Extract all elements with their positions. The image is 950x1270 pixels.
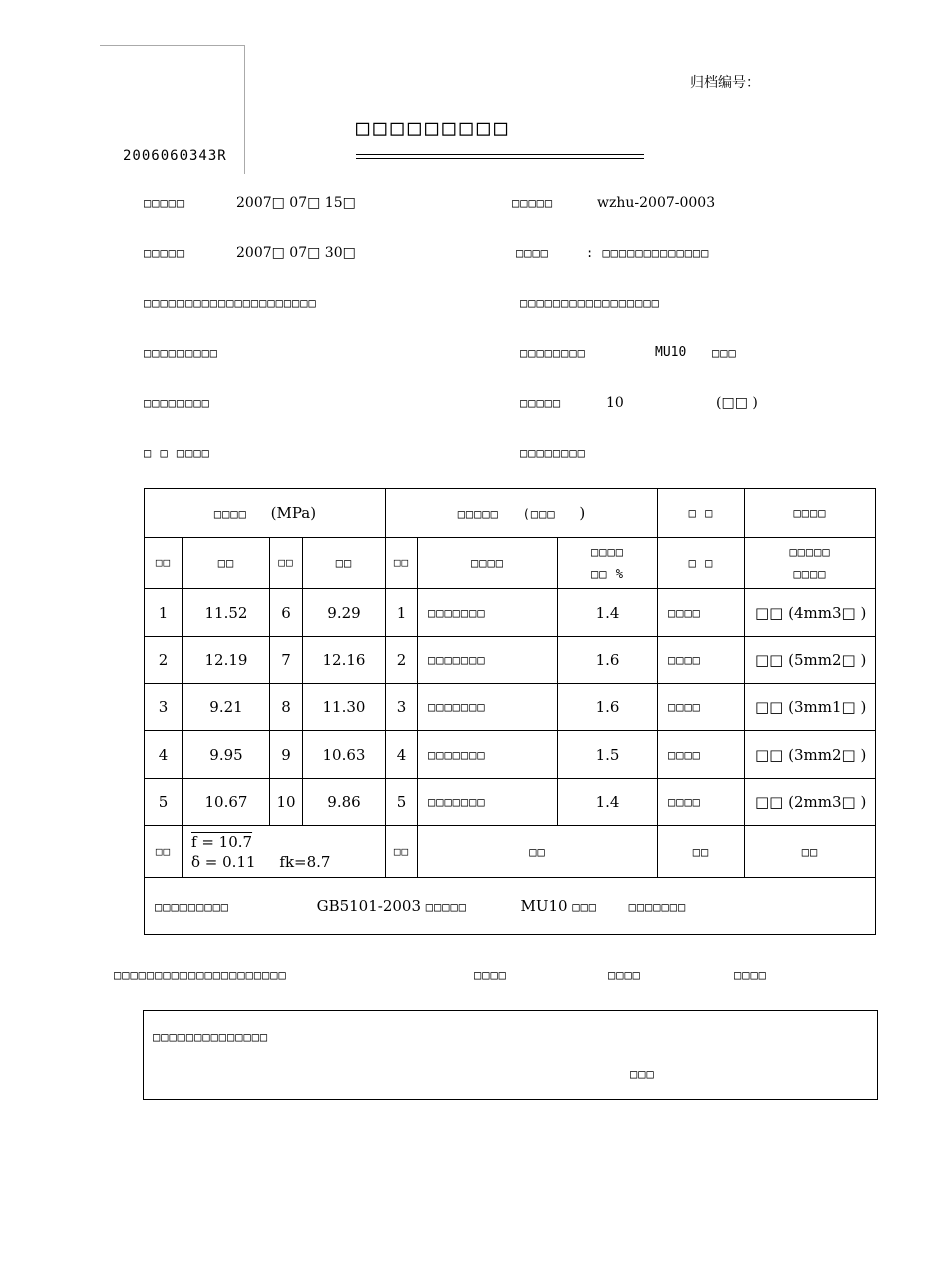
table-row bbox=[145, 637, 876, 684]
info-label-right: □□□□□□□□□□□□□□□□□ bbox=[520, 296, 660, 310]
info-label-left: □□□□□□□□□□□□□□□□□□□□□ bbox=[144, 296, 317, 310]
info-value-right: wzhu-2007-0003 bbox=[597, 195, 716, 211]
signature-statement: □□□□□□□□□□□□□□□□□□□□□ bbox=[114, 968, 287, 982]
report-number: 2006060343R bbox=[123, 148, 227, 164]
strength-value: 11.30 bbox=[303, 684, 386, 731]
statistics-values bbox=[183, 826, 386, 878]
info-value-left: 2007□ 07□ 30□ bbox=[236, 245, 356, 261]
info-label-right: □□□□ bbox=[516, 246, 549, 260]
info-value-left: 2007□ 07□ 15□ bbox=[236, 195, 356, 211]
sample-no: 1 bbox=[145, 589, 183, 637]
statistics-col3: □□ bbox=[658, 826, 745, 878]
efflorescence-rate: 1.6 bbox=[558, 637, 658, 684]
info-label-left: □□□□□ bbox=[144, 246, 186, 260]
subheader-no: □□ bbox=[270, 538, 303, 589]
subheader-no: □□ bbox=[386, 538, 418, 589]
sample-count-value: 10 bbox=[606, 395, 624, 411]
conclusion-row bbox=[145, 878, 876, 935]
strength-value: 12.16 bbox=[303, 637, 386, 684]
efflorescence-item: □□□□□□□ bbox=[418, 637, 558, 684]
efflorescence-item: □□□□□□□ bbox=[418, 779, 558, 826]
sample-count-unit: (□□ ) bbox=[716, 395, 758, 411]
strength-value: 9.29 bbox=[303, 589, 386, 637]
info-label-left: □□□□□□□□ bbox=[144, 396, 210, 410]
col4-value: □□ (3mm2□ ) bbox=[745, 731, 876, 779]
sample-no: 10 bbox=[270, 779, 303, 826]
sample-no: 4 bbox=[145, 731, 183, 779]
statistics-label: □□ bbox=[145, 826, 183, 878]
statistics-col4: □□ bbox=[745, 826, 876, 878]
header-col3: □ □ bbox=[658, 489, 745, 538]
statistics-item: □□ bbox=[418, 826, 658, 878]
signature-slot-1: □□□□ bbox=[474, 968, 507, 982]
sample-no: 6 bbox=[270, 589, 303, 637]
subheader-value: □□ bbox=[303, 538, 386, 589]
info-label-right: □□□□□ bbox=[520, 396, 562, 410]
delta-fk-line bbox=[191, 852, 385, 872]
strength-value: 9.86 bbox=[303, 779, 386, 826]
sample-no: 3 bbox=[145, 684, 183, 731]
signature-slot-2: □□□□ bbox=[608, 968, 641, 982]
header-efflorescence: □□□□□ (□□□ ) bbox=[386, 489, 658, 538]
col3-value: □□□□ bbox=[658, 731, 745, 779]
strength-value: 9.95 bbox=[183, 731, 270, 779]
table-row bbox=[145, 589, 876, 637]
efflorescence-rate: 1.6 bbox=[558, 684, 658, 731]
archive-number-label: 归档编号： bbox=[690, 75, 760, 91]
table-subheader-row bbox=[145, 538, 876, 589]
strength-grade-value: MU10 bbox=[655, 345, 687, 360]
info-label-right: □□□□□□□□ bbox=[520, 346, 586, 360]
sample-no: 3 bbox=[386, 684, 418, 731]
statistics-row bbox=[145, 826, 876, 878]
sample-no: 5 bbox=[145, 779, 183, 826]
table-row bbox=[145, 684, 876, 731]
conclusion: □□□□□□□□□ GB5101-2003 □□□□□ MU10 □□□ □□□□□□□ bbox=[145, 878, 876, 935]
sample-no: 5 bbox=[386, 779, 418, 826]
title-underline-bottom bbox=[356, 158, 644, 159]
fk-value: fk=8.7 bbox=[279, 852, 331, 871]
col3-value: □□□□ bbox=[658, 779, 745, 826]
header-strength: □□□□ (MPa) bbox=[145, 489, 386, 538]
mean-strength: f = 10.7 bbox=[191, 832, 253, 851]
col4-value: □□ (2mm3□ ) bbox=[745, 779, 876, 826]
info-label-left: □ □ □□□□ bbox=[144, 446, 210, 460]
col3-value: □□□□ bbox=[658, 637, 745, 684]
col3-value: □□□□ bbox=[658, 684, 745, 731]
subheader-col3: □ □ bbox=[658, 538, 745, 589]
strength-value: 12.19 bbox=[183, 637, 270, 684]
table-header-row bbox=[145, 489, 876, 538]
delta-value: δ = 0.11 bbox=[191, 852, 256, 871]
sample-no: 2 bbox=[145, 637, 183, 684]
strength-value: 11.52 bbox=[183, 589, 270, 637]
header-col4: □□□□ bbox=[745, 489, 876, 538]
stamp-label: □□□ bbox=[630, 1067, 655, 1081]
efflorescence-rate: 1.5 bbox=[558, 731, 658, 779]
title-underline-top bbox=[356, 154, 644, 155]
signature-slot-3: □□□□ bbox=[734, 968, 767, 982]
strength-value: 10.67 bbox=[183, 779, 270, 826]
remarks-label: □□□□□□□□□□□□□□ bbox=[153, 1030, 269, 1044]
sample-no: 4 bbox=[386, 731, 418, 779]
info-label-right: □□□□□ bbox=[512, 196, 554, 210]
efflorescence-item: □□□□□□□ bbox=[418, 684, 558, 731]
statistics-label: □□ bbox=[386, 826, 418, 878]
efflorescence-item: □□□□□□□ bbox=[418, 589, 558, 637]
sample-no: 1 bbox=[386, 589, 418, 637]
subheader-col4: □□□□□ □□□□ bbox=[745, 538, 876, 589]
info-label-right: □□□□□□□□ bbox=[520, 446, 586, 460]
strength-grade-suffix: □□□ bbox=[712, 346, 737, 360]
info-label-left: □□□□□ bbox=[144, 196, 186, 210]
sample-no: 2 bbox=[386, 637, 418, 684]
sample-no: 7 bbox=[270, 637, 303, 684]
col4-value: □□ (3mm1□ ) bbox=[745, 684, 876, 731]
table-row bbox=[145, 731, 876, 779]
efflorescence-rate: 1.4 bbox=[558, 589, 658, 637]
strength-value: 10.63 bbox=[303, 731, 386, 779]
strength-value: 9.21 bbox=[183, 684, 270, 731]
subheader-value: □□ bbox=[183, 538, 270, 589]
info-value-right: : □□□□□□□□□□□□□ bbox=[586, 246, 710, 260]
subheader-rate: □□□□ □□ % bbox=[558, 538, 658, 589]
remarks-box bbox=[143, 1010, 878, 1100]
table-row bbox=[145, 779, 876, 826]
col4-value: □□ (4mm3□ ) bbox=[745, 589, 876, 637]
results-table bbox=[144, 488, 876, 935]
efflorescence-item: □□□□□□□ bbox=[418, 731, 558, 779]
subheader-item: □□□□ bbox=[418, 538, 558, 589]
sample-no: 8 bbox=[270, 684, 303, 731]
info-label-left: □□□□□□□□□ bbox=[144, 346, 219, 360]
sample-no: 9 bbox=[270, 731, 303, 779]
col4-value: □□ (5mm2□ ) bbox=[745, 637, 876, 684]
efflorescence-rate: 1.4 bbox=[558, 779, 658, 826]
page-title: □□□□□□□□□ bbox=[356, 116, 512, 141]
col3-value: □□□□ bbox=[658, 589, 745, 637]
subheader-no: □□ bbox=[145, 538, 183, 589]
